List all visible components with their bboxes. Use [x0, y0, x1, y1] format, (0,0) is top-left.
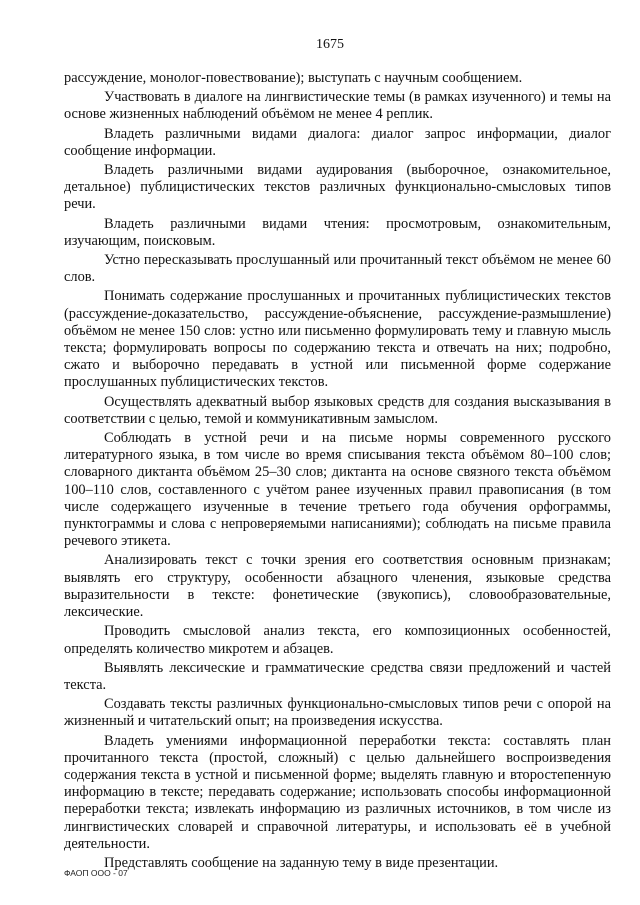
paragraph: Создавать тексты различных функционально-смысловых типов речи с опорой на жизненный и читательский опыт; на произведения искусства.: [64, 696, 611, 730]
paragraph: Понимать содержание прослушанных и прочитанных публицистических текстов (рассуждение-доказательство, рассуждение-объяснение, рассуждение-размышление) объёмом не менее 150 слов: устно или письменно формулировать тему и главную мысль текста; формулировать вопросы по содержанию текста и отвечать на них; подробно, сжато и выборочно передавать в устной или письменной форме содержание прослушанных публицистических текстов.: [64, 288, 611, 391]
paragraph: рассуждение, монолог-повествование); выступать с научным сообщением.: [64, 70, 523, 86]
paragraph: Выявлять лексические и грамматические средства связи предложений и частей текста.: [64, 659, 611, 693]
paragraph: Осуществлять адекватный выбор языковых средств для создания высказывания в соответствии с целью, темой и коммуникативным замыслом.: [64, 393, 611, 427]
paragraph: Анализировать текст с точки зрения его соответствия основным признакам; выявлять его структуру, особенности абзацного членения, языковые средства выразительности в тексте: фонетические (звукопись), словообразовательные, лексические.: [64, 552, 611, 621]
paragraph: Устно пересказывать прослушанный или прочитанный текст объёмом не менее 60 слов.: [64, 252, 611, 286]
paragraph: Представлять сообщение на заданную тему в виде презентации.: [104, 854, 499, 871]
paragraph: Владеть умениями информационной переработки текста: составлять план прочитанного текста (простой, сложный) с целью дальнейшего воспроизведения содержания текста в устной и письменной форме; выделять главную и второстепенную информацию в тексте; передавать содержание; использовать способы информационной переработки текста; извлекать информацию из различных источников, в том числе из лингвистических словарей и справочной литературы, и использовать её в учебной деятельности.: [64, 732, 611, 852]
page-body: [64, 70, 611, 874]
document-code-footer: ФАОП ООО - 07: [64, 868, 128, 878]
paragraph: Проводить смысловой анализ текста, его композиционных особенностей, определять количество микротем и абзацев.: [64, 623, 611, 657]
page-number: 1675: [316, 37, 344, 52]
paragraph: Владеть различными видами аудирования (выборочное, ознакомительное, детальное) публицистических текстов различных функционально-смысловых типов речи.: [64, 162, 611, 213]
paragraph: Владеть различными видами чтения: просмотровым, ознакомительным, изучающим, поисковым.: [64, 215, 611, 249]
paragraph: Соблюдать в устной речи и на письме нормы современного русского литературного языка, в том числе во время списывания текста объёмом 80–100 слов; словарного диктанта объёмом 25–30 слов; диктанта на основе связного текста объёмом 100–110 слов, составленного с учётом ранее изученных правил правописания (в том числе содержащего изученные в течение третьего года обучения орфограммы, пунктограммы и слова с непроверяемыми написаниями); соблюдать на письме правила речевого этикета.: [64, 430, 611, 550]
paragraph: Владеть различными видами диалога: диалог запрос информации, диалог сообщение информации.: [64, 125, 611, 159]
paragraph: Участвовать в диалоге на лингвистические темы (в рамках изученного) и темы на основе жизненных наблюдений объёмом не менее 4 реплик.: [64, 89, 611, 123]
